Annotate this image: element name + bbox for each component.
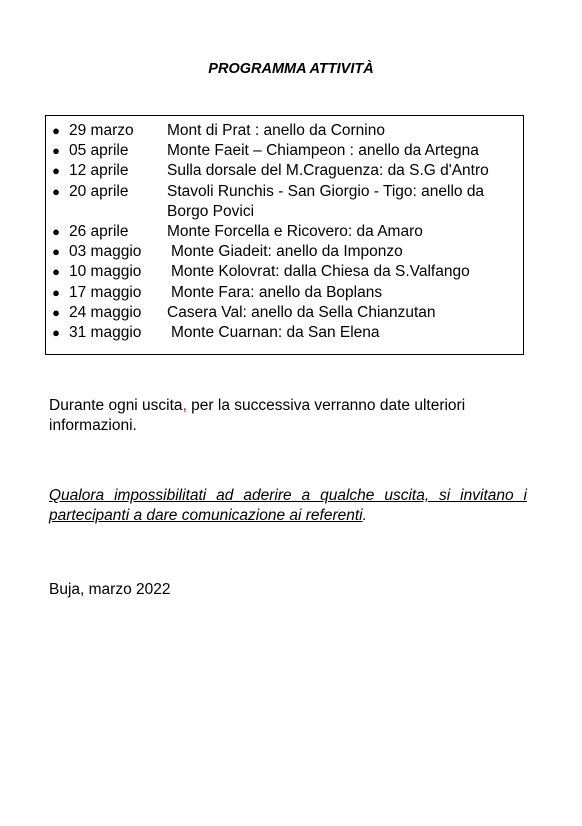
- list-item: [46, 121, 527, 141]
- list-item: [46, 323, 527, 343]
- schedule-date: 12 aprile: [69, 162, 129, 180]
- bullet-icon: ●: [52, 163, 60, 179]
- info-comma: ,: [182, 397, 187, 414]
- notice-end: .: [362, 507, 367, 524]
- notice-text: Qualora impossibilitati ad aderire a qualche uscita, si invitano i partecipanti a dare comunicazione ai referenti: [49, 487, 527, 524]
- info-text-start: Durante ogni uscita: [49, 397, 183, 414]
- schedule-description: Monte Giadeit: anello da Imponzo: [171, 243, 403, 261]
- list-item: [46, 303, 527, 323]
- list-item: [46, 182, 527, 222]
- list-item: [46, 283, 527, 303]
- schedule-description: Mont di Prat : anello da Cornino: [167, 122, 385, 139]
- schedule-description: Monte Cuarnan: da San Elena: [171, 324, 380, 342]
- schedule-description: Monte Fara: anello da Boplans: [171, 283, 383, 301]
- bullet-icon: ●: [52, 284, 60, 300]
- notice-paragraph: [49, 486, 527, 526]
- list-item: [46, 141, 527, 161]
- schedule-box: [45, 115, 524, 355]
- schedule-date: 26 aprile: [69, 223, 129, 241]
- info-text-end: per la successiva verranno date ulteriori informazioni.: [49, 397, 466, 434]
- list-item: [46, 262, 527, 282]
- schedule-date: 03 maggio: [69, 243, 142, 261]
- place-date: Buja, marzo 2022: [49, 581, 171, 598]
- schedule-list: [46, 121, 527, 343]
- bullet-icon: ●: [52, 244, 60, 260]
- schedule-description: Stavoli Runchis - San Giorgio - Tigo: anello da Borgo Povici: [167, 182, 485, 220]
- bullet-icon: ●: [52, 224, 60, 240]
- schedule-description: Monte Kolovrat: dalla Chiesa da S.Valfango: [171, 263, 470, 281]
- list-item: [46, 222, 527, 242]
- bullet-icon: ●: [52, 183, 60, 199]
- bullet-icon: ●: [52, 304, 60, 320]
- schedule-description: Sulla dorsale del M.Craguenza: da S.G d'Antro: [167, 162, 489, 180]
- page-title: PROGRAMMA ATTIVITÀ: [208, 61, 374, 77]
- schedule-date: 10 maggio: [69, 263, 142, 281]
- schedule-description: Casera Val: anello da Sella Chianzutan: [167, 303, 436, 321]
- schedule-description: Monte Faeit – Chiampeon : anello da Artegna: [167, 142, 479, 160]
- schedule-date: 05 aprile: [69, 142, 129, 160]
- schedule-date: 29 marzo: [69, 122, 134, 139]
- schedule-description: Monte Forcella e Ricovero: da Amaro: [167, 223, 423, 241]
- list-item: [46, 242, 527, 262]
- schedule-date: 17 maggio: [69, 283, 142, 301]
- schedule-date: 31 maggio: [69, 324, 142, 342]
- schedule-date: 24 maggio: [69, 303, 142, 321]
- list-item: [46, 161, 527, 181]
- bullet-icon: ●: [52, 264, 60, 280]
- bullet-icon: ●: [52, 143, 60, 159]
- bullet-icon: ●: [52, 123, 60, 138]
- bullet-icon: ●: [52, 325, 60, 341]
- info-paragraph: [49, 396, 519, 436]
- schedule-date: 20 aprile: [69, 182, 129, 200]
